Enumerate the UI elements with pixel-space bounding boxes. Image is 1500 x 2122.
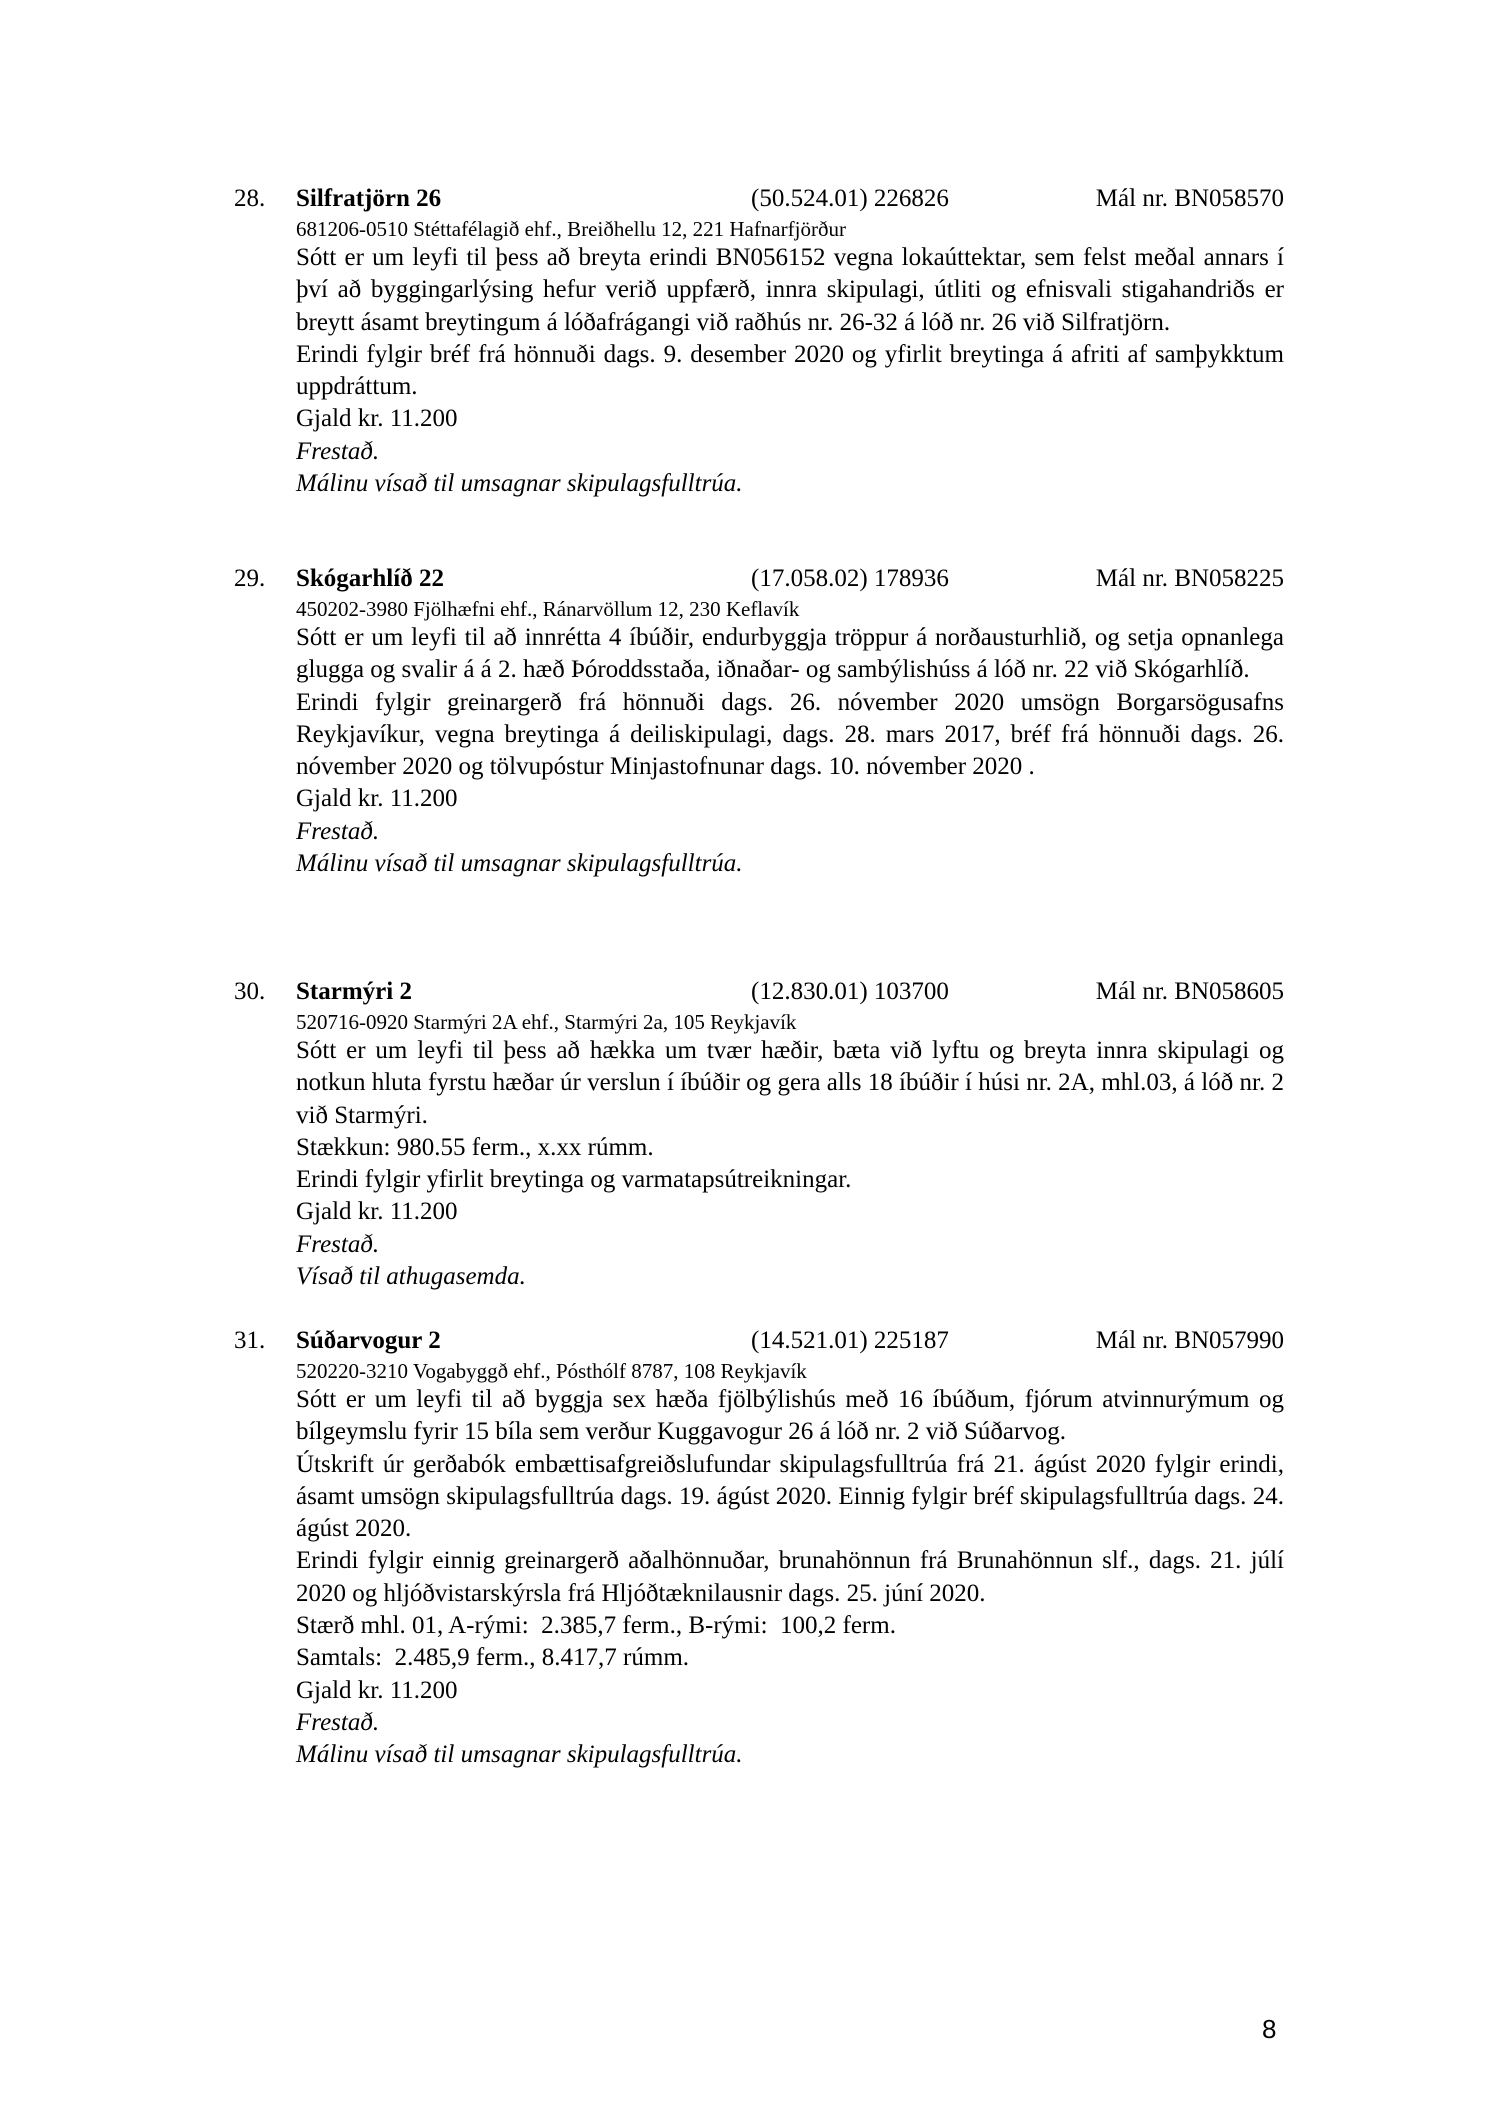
case-reference: Mál nr. BN058570 (1095, 185, 1284, 212)
land-id: (14.521.01) 225187 (751, 1327, 949, 1354)
case-resolution: Málinu vísað til umsagnar skipulagsfulltrúa. (296, 850, 743, 878)
case-reference: Mál nr. BN058605 (1095, 978, 1284, 1005)
case-attachments: Erindi fylgir einnig greinargerð aðalhönnuðar, brunahönnun frá Brunahönnun slf., dags. 21. júlí 2020 og hljóðvistarskýrsla frá Hljóðtæknilausnir dags. 25. júní 2020. (296, 1547, 1284, 1607)
page-number: 8 (1262, 2014, 1277, 2044)
case-item-29 (234, 562, 1284, 880)
case-attachments: Erindi fylgir bréf frá hönnuði dags. 9. desember 2020 og yfirlit breytinga á afriti af samþykktum uppdráttum. (296, 340, 1284, 401)
case-number: 30. (234, 978, 266, 1005)
case-attachments: Erindi fylgir greinargerð frá hönnuði dags. 26. nóvember 2020 umsögn Borgarsögusafns Reykjavíkur, vegna breytinga á deiliskipulagi, dags. 28. mars 2017, bréf frá hönnuði dags. 26. nóvember 2020 og tölvupóstur Minjastofnunar dags. 10. nóvember 2020 . (296, 688, 1284, 781)
applicant: 520716-0920 Starmýri 2A ehf., Starmýri 2a, 105 Reykjavík (296, 1010, 797, 1034)
applicant: 450202-3980 Fjölhæfni ehf., Ránarvöllum 12, 230 Keflavík (296, 597, 800, 621)
case-status: Frestað. (296, 817, 380, 845)
case-reference: Mál nr. BN058225 (1095, 565, 1284, 592)
case-resolution: Málinu vísað til umsagnar skipulagsfulltrúa. (296, 470, 743, 498)
land-id: (12.830.01) 103700 (751, 978, 949, 1005)
case-header (234, 562, 1284, 596)
case-address: Starmýri 2 (296, 978, 412, 1005)
case-description: Sótt er um leyfi til að byggja sex hæða fjölbýlishús með 16 íbúðum, fjórum atvinnurýmum og bílgeymslu fyrir 15 bíla sem verður Kuggavogur 26 á lóð nr. 2 við Súðarvog. (296, 1386, 1284, 1446)
applicant: 681206-0510 Stéttafélagið ehf., Breiðhellu 12, 221 Hafnarfjörður (296, 217, 846, 241)
case-status: Frestað. (296, 1708, 380, 1736)
case-item-31 (234, 1324, 1284, 1772)
case-resolution: Vísað til athugasemda. (296, 1263, 526, 1291)
case-number: 31. (234, 1327, 266, 1354)
case-body (296, 596, 1284, 880)
case-description: Sótt er um leyfi til þess að breyta erindi BN056152 vegna lokaúttektar, sem felst meðal annars í því að byggingarlýsing hefur verið uppfærð, innra skipulagi, útliti og efnisvali stigahandriðs er breytt ásamt breytingum á lóðafrágangi við raðhús nr. 26-32 á lóð nr. 26 við Silfratjörn. (296, 244, 1284, 336)
case-body (296, 216, 1284, 500)
case-fee: Gjald kr. 11.200 (296, 785, 458, 813)
applicant: 520220-3210 Vogabyggð ehf., Pósthólf 8787, 108 Reykjavík (296, 1359, 807, 1383)
land-id: (17.058.02) 178936 (751, 565, 949, 592)
case-item-28 (234, 182, 1284, 500)
case-description: Sótt er um leyfi til þess að hækka um tvær hæðir, bæta við lyftu og breyta innra skipulagi og notkun hluta fyrstu hæðar úr verslun í íbúðir og gera alls 18 íbúðir í húsi nr. 2A, mhl.03, á lóð nr. 2 við Starmýri. (296, 1037, 1284, 1129)
case-number: 29. (234, 565, 266, 592)
case-status: Frestað. (296, 437, 380, 465)
case-fee: Gjald kr. 11.200 (296, 1198, 458, 1226)
case-fee: Gjald kr. 11.200 (296, 1676, 458, 1704)
case-header (234, 975, 1284, 1009)
case-total: Samtals: 2.485,9 ferm., 8.417,7 rúmm. (296, 1644, 690, 1672)
case-address: Súðarvogur 2 (296, 1327, 441, 1354)
case-body (296, 1358, 1284, 1772)
case-size: Stærð mhl. 01, A-rými: 2.385,7 ferm., B-rými: 100,2 ferm. (296, 1612, 896, 1640)
case-header (234, 182, 1284, 216)
case-body (296, 1009, 1284, 1293)
case-item-30 (234, 975, 1284, 1293)
case-minutes: Útskrift úr gerðabók embættisafgreiðslufundar skipulagsfulltrúa frá 21. ágúst 2020 fylgir erindi, ásamt umsögn skipulagsfulltrúa dags. 19. ágúst 2020. Einnig fylgir bréf skipulagsfulltrúa dags. 24. ágúst 2020. (296, 1450, 1284, 1543)
case-attachments: Erindi fylgir yfirlit breytinga og varmatapsútreikningar. (296, 1166, 852, 1194)
case-status: Frestað. (296, 1230, 380, 1258)
case-header (234, 1324, 1284, 1358)
land-id: (50.524.01) 226826 (751, 185, 949, 212)
case-reference: Mál nr. BN057990 (1095, 1327, 1284, 1354)
case-number: 28. (234, 185, 266, 212)
case-address: Silfratjörn 26 (296, 185, 442, 212)
case-resolution: Málinu vísað til umsagnar skipulagsfulltrúa. (296, 1741, 743, 1769)
case-fee: Gjald kr. 11.200 (296, 405, 458, 433)
case-address: Skógarhlíð 22 (296, 565, 444, 592)
case-enlargement: Stækkun: 980.55 ferm., x.xx rúmm. (296, 1133, 654, 1161)
case-description: Sótt er um leyfi til að innrétta 4 íbúðir, endurbyggja tröppur á norðausturhlið, og setja opnanlega glugga og svalir á á 2. hæð Þóroddsstaða, iðnaðar- og sambýlishúss á lóð nr. 22 við Skógarhlíð. (296, 624, 1284, 684)
